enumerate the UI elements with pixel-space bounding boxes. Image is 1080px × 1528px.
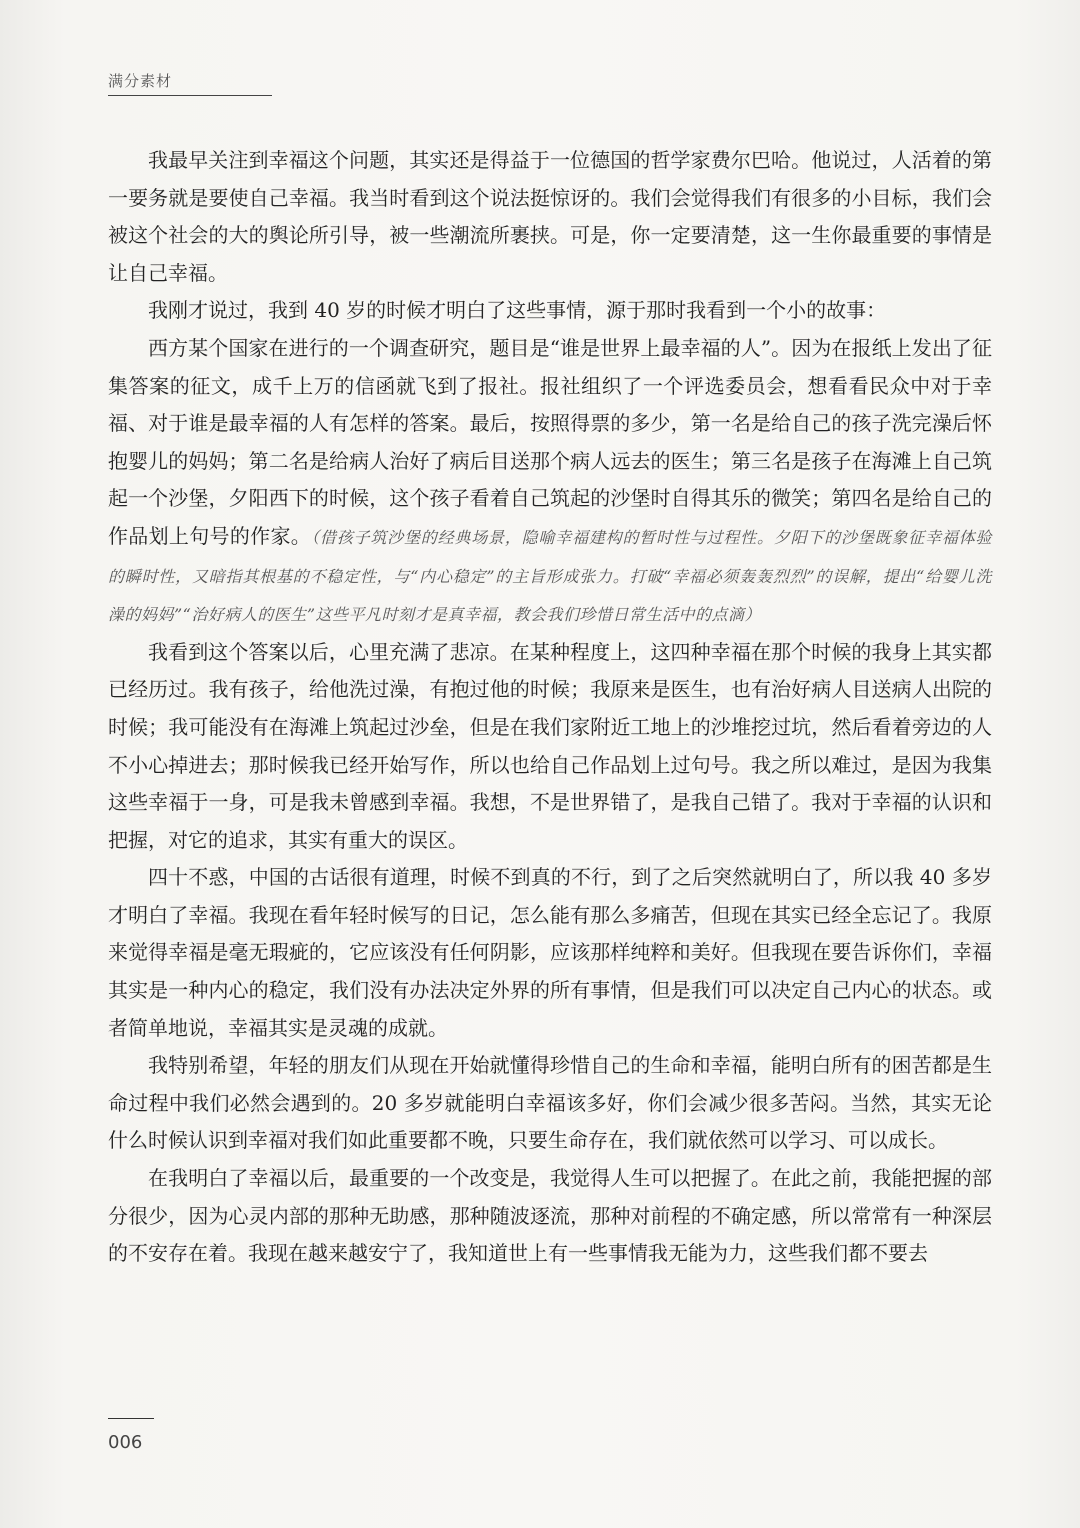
handwritten-annotation: （借孩子筑沙堡的经典场景，隐喻幸福建构的暂时性与过程性。夕阳下的沙堡既象征幸福体验的瞬时性，又暗指其根基的不稳定性，与“内心稳定”的主旨形成张力。打破“幸福必须轰轰烈烈”的误解，提出“给婴儿洗澡的妈妈”“治好病人的医生”这些平凡时刻才是真幸福，教会我们珍惜日常生活中的点滴）	[108, 527, 992, 625]
running-header: 满分素材	[108, 72, 173, 90]
paragraph-6: 我特别希望，年轻的朋友们从现在开始就懂得珍惜自己的生命和幸福，能明白所有的困苦都是生命过程中我们必然会遇到的。20 多岁就能明白幸福该多好，你们会减少很多苦闷。当然，其实无论什么时候认识到幸福对我们如此重要都不晚，只要生命存在，我们就依然可以学习、可以成长。	[108, 1053, 992, 1153]
footer-rule	[108, 1418, 154, 1419]
paragraph-3-text: 西方某个国家在进行的一个调查研究，题目是“谁是世界上最幸福的人”。因为在报纸上发出了征集答案的征文，成千上万的信函就飞到了报社。报社组织了一个评选委员会，想看看民众中对于幸福、对于谁是最幸福的人有怎样的答案。最后，按照得票的多少，第一名是给自己的孩子洗完澡后怀抱婴儿的妈妈；第二名是给病人治好了病后目送那个病人远去的医生；第三名是孩子在海滩上自己筑起一个沙堡，夕阳西下的时候，这个孩子看着自己筑起的沙堡时自得其乐的微笑；第四名是给自己的作品划上句号的作家。	[108, 335, 992, 548]
body-text	[108, 142, 992, 1273]
header-rule	[108, 95, 272, 96]
page-number: 006	[108, 1432, 143, 1453]
paragraph-5: 四十不惑，中国的古话很有道理，时候不到真的不行，到了之后突然就明白了，所以我 40 多岁才明白了幸福。我现在看年轻时候写的日记，怎么能有那么多痛苦，但现在其实已经全忘记了。我原来觉得幸福是毫无瑕疵的，它应该没有任何阴影，应该那样纯粹和美好。但我现在要告诉你们，幸福其实是一种内心的稳定，我们没有办法决定外界的所有事情，但是我们可以决定自己内心的状态。或者简单地说，幸福其实是灵魂的成就。	[108, 865, 992, 1040]
paragraph-4: 我看到这个答案以后，心里充满了悲凉。在某种程度上，这四种幸福在那个时候的我身上其实都已经历过。我有孩子，给他洗过澡，有抱过他的时候；我原来是医生，也有治好病人目送病人出院的时候；我可能没有在海滩上筑起过沙垒，但是在我们家附近工地上的沙堆挖过坑，然后看着旁边的人不小心掉进去；那时候我已经开始写作，所以也给自己作品划上过句号。我之所以难过，是因为我集这些幸福于一身，可是我未曾感到幸福。我想，不是世界错了，是我自己错了。我对于幸福的认识和把握，对它的追求，其实有重大的误区。	[108, 639, 992, 852]
paragraph-3	[108, 330, 992, 634]
paragraph-1: 我最早关注到幸福这个问题，其实还是得益于一位德国的哲学家费尔巴哈。他说过，人活着的第一要务就是要使自己幸福。我当时看到这个说法挺惊讶的。我们会觉得我们有很多的小目标，我们会被这个社会的大的舆论所引导，被一些潮流所裹挟。可是，你一定要清楚，这一生你最重要的事情是让自己幸福。	[108, 148, 992, 285]
paragraph-2: 我刚才说过，我到 40 岁的时候才明白了这些事情，源于那时我看到一个小的故事：	[148, 298, 887, 323]
paragraph-7: 在我明白了幸福以后，最重要的一个改变是，我觉得人生可以把握了。在此之前，我能把握的部分很少，因为心灵内部的那种无助感，那种随波逐流，那种对前程的不确定感，所以常常有一种深层的不安存在着。我现在越来越安宁了，我知道世上有一些事情我无能为力，这些我们都不要去	[108, 1166, 992, 1266]
